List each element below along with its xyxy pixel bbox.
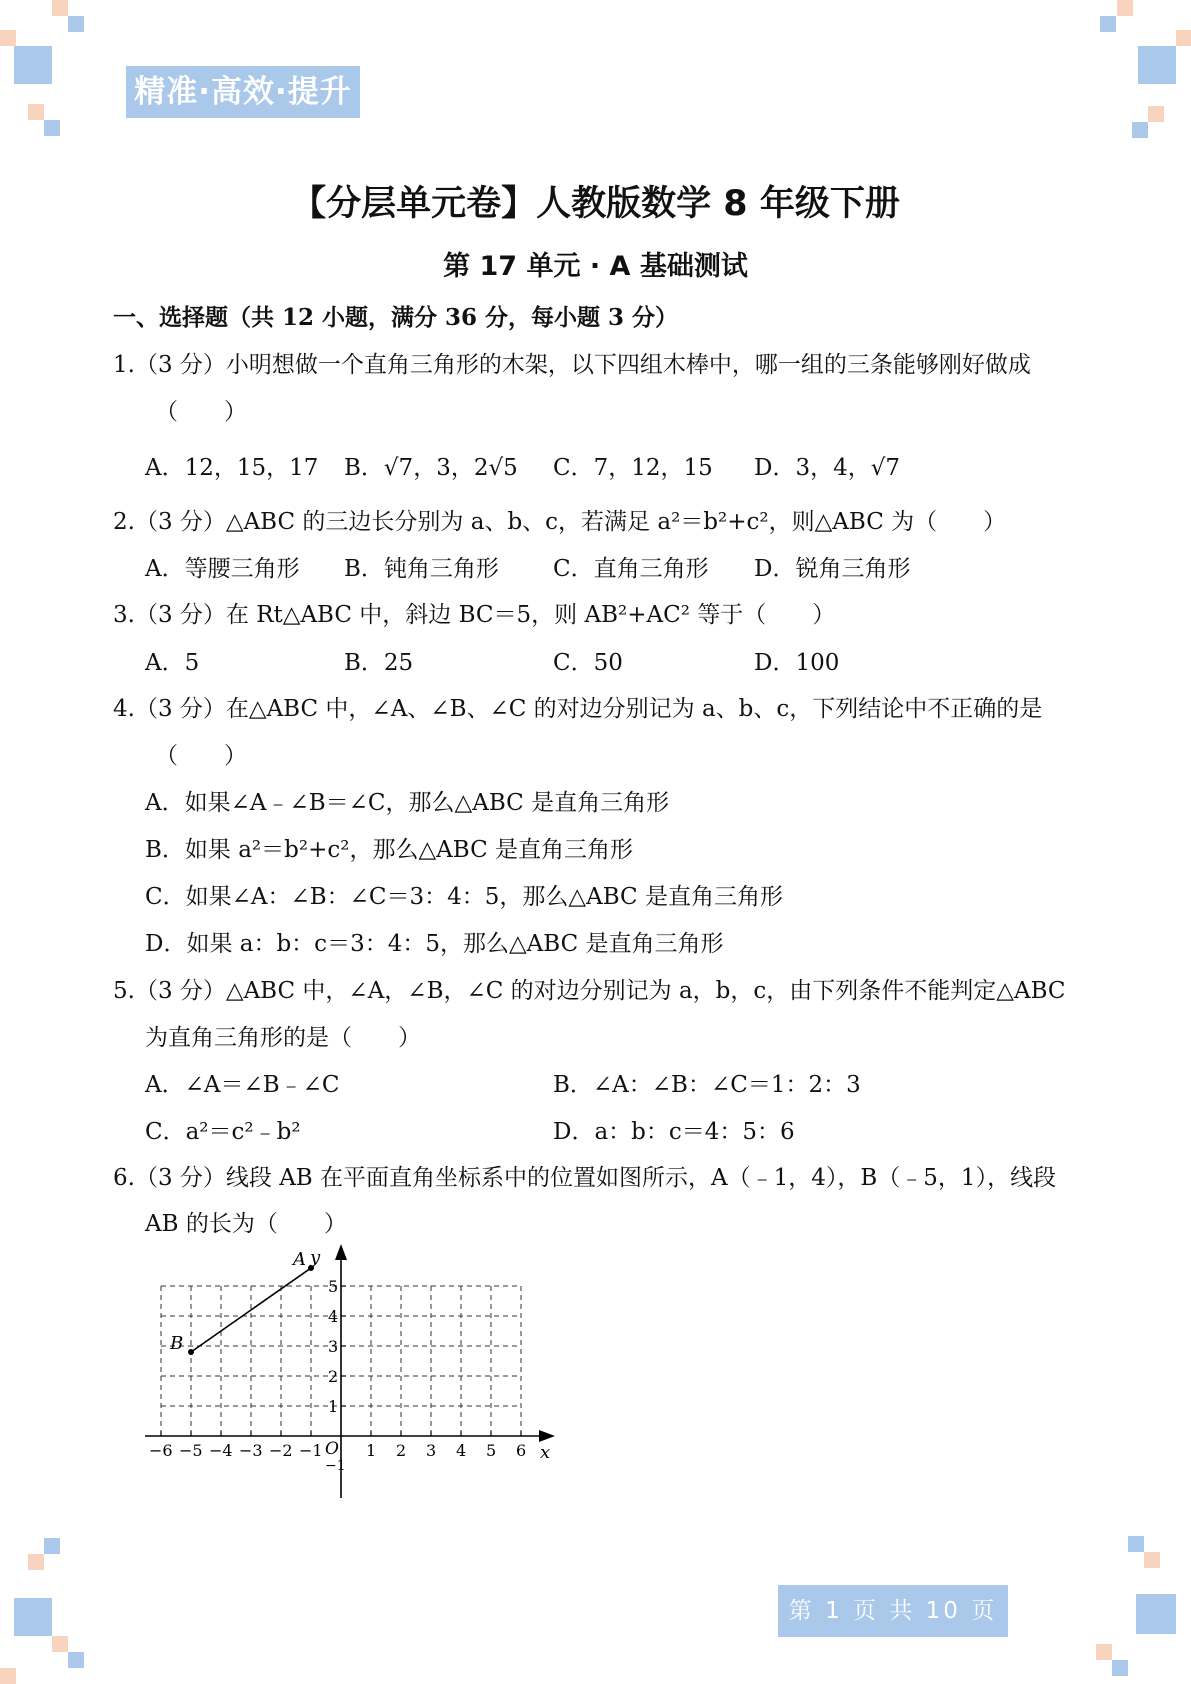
corner-decoration	[68, 1652, 84, 1668]
q1-option-c: C．7，12，15	[553, 455, 713, 481]
question-5-text-2: 为直角三角形的是（ ）	[145, 1025, 421, 1051]
page-footer: 第 1 页 共 10 页	[778, 1585, 1008, 1637]
corner-decoration	[52, 0, 68, 16]
brand-badge: 精准·高效·提升	[126, 66, 360, 118]
q1-option-d: D．3，4，√7	[754, 455, 900, 481]
y-tick-label: 2	[328, 1367, 339, 1386]
section-heading: 一、选择题（共 12 小题，满分 36 分，每小题 3 分）	[113, 304, 679, 331]
question-5-text: 5.（3 分）△ABC 中，∠A，∠B，∠C 的对边分别记为 a，b，c，由下列条件不能判定△ABC	[113, 978, 1066, 1004]
corner-decoration	[1128, 1536, 1144, 1552]
q3-option-d: D．100	[754, 650, 840, 676]
q2-option-d: D．锐角三角形	[754, 556, 911, 582]
q1-option-b: B．√7，3，2√5	[344, 455, 518, 481]
q4-option-a: A．如果∠A﹣∠B＝∠C，那么△ABC 是直角三角形	[145, 790, 670, 816]
x-tick-label: 1	[366, 1441, 377, 1460]
x-tick-label: −3	[239, 1441, 263, 1460]
x-tick-label: −1	[299, 1441, 323, 1460]
corner-decoration	[1144, 1552, 1160, 1568]
question-4-text: 4.（3 分）在△ABC 中，∠A、∠B、∠C 的对边分别记为 a、b、c，下列结论中不正确的是	[113, 696, 1043, 722]
point-b	[188, 1349, 194, 1355]
x-axis-arrow	[539, 1430, 555, 1442]
q2-option-b: B．钝角三角形	[344, 556, 499, 582]
q5-option-c: C．a²＝c²﹣b²	[145, 1119, 301, 1145]
corner-decoration	[1148, 106, 1164, 122]
y-tick-label: 4	[328, 1307, 339, 1326]
question-6-text-2: AB 的长为（ ）	[145, 1211, 347, 1237]
corner-decoration	[68, 16, 84, 32]
x-tick-label: −5	[179, 1441, 203, 1460]
y-axis-arrow	[335, 1244, 347, 1260]
corner-decoration	[52, 1636, 68, 1652]
corner-decoration	[14, 1598, 52, 1636]
q2-option-c: C．直角三角形	[553, 556, 709, 582]
corner-decoration	[1100, 16, 1116, 32]
y-axis-label: y	[310, 1247, 321, 1268]
segment-ab	[191, 1268, 311, 1352]
q4-option-d: D．如果 a：b：c＝3：4：5，那么△ABC 是直角三角形	[145, 931, 724, 957]
page-subtitle: 第 17 单元 · A 基础测试	[443, 251, 748, 282]
page-title: 【分层单元卷】人教版数学 8 年级下册	[291, 184, 900, 224]
question-2-text: 2.（3 分）△ABC 的三边长分别为 a、b、c，若满足 a²＝b²+c²，则△ABC 为（ ）	[113, 509, 1007, 535]
corner-decoration	[0, 30, 16, 46]
q5-option-a: A．∠A＝∠B﹣∠C	[145, 1072, 340, 1098]
q1-option-a: A．12，15，17	[145, 455, 319, 481]
q3-option-a: A．5	[145, 650, 200, 676]
corner-decoration	[1132, 122, 1148, 138]
x-tick-label: −6	[149, 1441, 173, 1460]
x-tick-label: −2	[269, 1441, 293, 1460]
corner-decoration	[28, 104, 44, 120]
coordinate-graph	[130, 1240, 570, 1505]
q3-option-b: B．25	[344, 650, 414, 676]
question-1-bracket: （ ）	[155, 399, 247, 425]
question-6-text: 6.（3 分）线段 AB 在平面直角坐标系中的位置如图所示，A（﹣1，4），B（﹣5，1），线段	[113, 1165, 1057, 1191]
q4-option-b: B．如果 a²＝b²+c²，那么△ABC 是直角三角形	[145, 837, 633, 863]
point-b-label: B	[170, 1333, 184, 1354]
y-tick-label: 1	[328, 1397, 339, 1416]
q3-option-c: C．50	[553, 650, 623, 676]
corner-decoration	[44, 120, 60, 136]
x-tick-label: 6	[516, 1441, 527, 1460]
point-a-label: A	[293, 1249, 306, 1270]
corner-decoration	[1136, 1594, 1176, 1634]
q5-option-b: B．∠A：∠B：∠C＝1：2：3	[553, 1072, 861, 1098]
q4-option-c: C．如果∠A：∠B：∠C＝3：4：5，那么△ABC 是直角三角形	[145, 884, 783, 910]
corner-decoration	[44, 1538, 60, 1554]
corner-decoration	[1117, 0, 1133, 16]
corner-decoration	[1112, 1660, 1128, 1676]
question-3-text: 3.（3 分）在 Rt△ABC 中，斜边 BC＝5，则 AB²+AC² 等于（ ）	[113, 602, 836, 628]
corner-decoration	[1096, 1644, 1112, 1660]
x-tick-label: 4	[456, 1441, 467, 1460]
corner-decoration	[28, 1554, 44, 1570]
y-tick-label: 5	[328, 1277, 339, 1296]
q5-option-d: D．a：b：c＝4：5：6	[553, 1119, 795, 1145]
y-tick-label: 3	[328, 1337, 339, 1356]
corner-decoration	[14, 46, 52, 84]
origin-label: O	[325, 1439, 339, 1459]
q2-option-a: A．等腰三角形	[145, 556, 300, 582]
x-tick-label: 5	[486, 1441, 497, 1460]
x-tick-label: 3	[426, 1441, 437, 1460]
corner-decoration	[1138, 46, 1176, 84]
x-tick-label: −4	[209, 1441, 233, 1460]
question-4-bracket: （ ）	[155, 743, 247, 769]
corner-decoration	[1176, 30, 1191, 46]
y-tick-label: −1	[325, 1458, 346, 1474]
x-tick-label: 2	[396, 1441, 407, 1460]
corner-decoration	[0, 1668, 16, 1684]
x-axis-label: x	[540, 1442, 551, 1463]
question-1-text: 1.（3 分）小明想做一个直角三角形的木架，以下四组木棒中，哪一组的三条能够刚好做成	[113, 352, 1031, 378]
